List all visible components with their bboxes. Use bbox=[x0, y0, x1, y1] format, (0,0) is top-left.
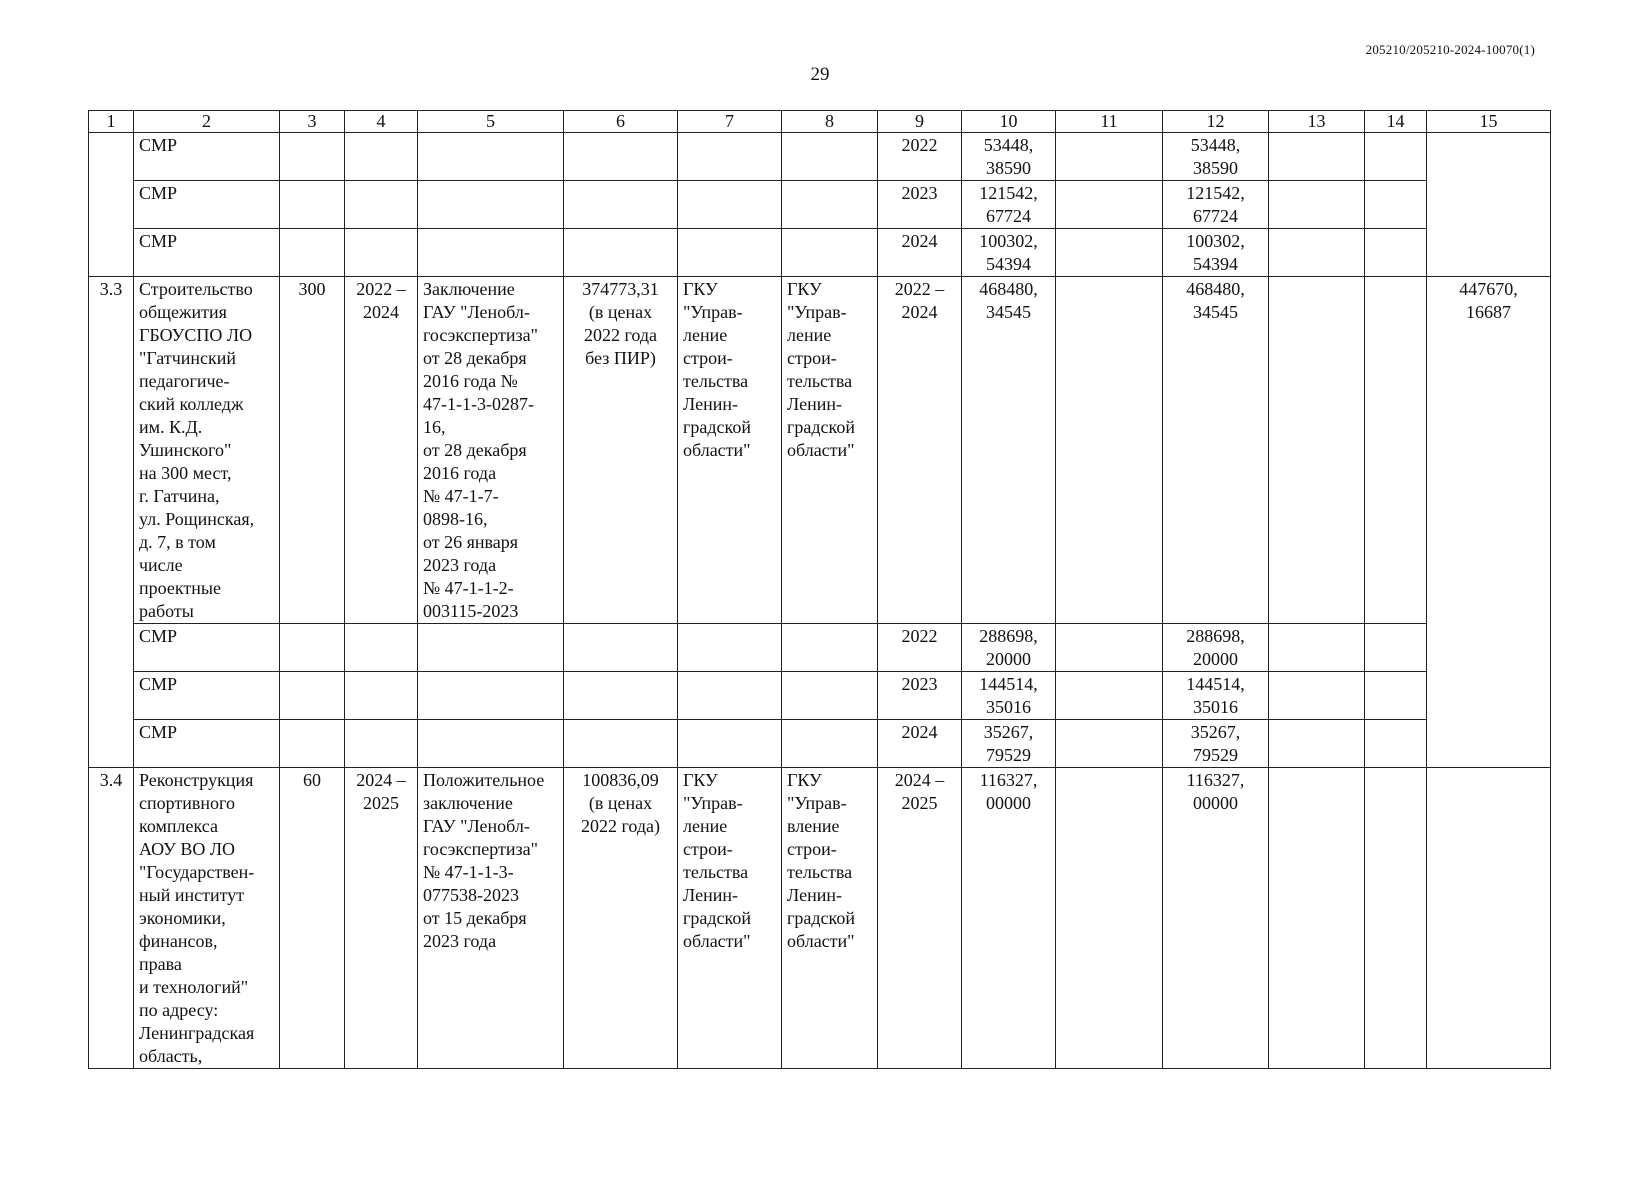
table-row bbox=[89, 624, 1551, 672]
year-cell: 2022 bbox=[878, 624, 962, 672]
amount-col10: 116327, 00000 bbox=[962, 768, 1056, 1069]
expertise-conclusion: Заключение ГАУ "Ленобл- госэкспертиза" от 28 декабря 2016 года № 47-1-1-3-0287- 16, от 28 декабря 2016 года № 47-1-7- 0898-16, от 26 января 2023 года № 47-1-1-2- 003115-2023 bbox=[418, 277, 564, 624]
item-number: 3.3 bbox=[89, 277, 134, 768]
column-header: 14 bbox=[1365, 111, 1427, 133]
amount-col12: 35267, 79529 bbox=[1163, 720, 1269, 768]
amount-col12: 100302, 54394 bbox=[1163, 229, 1269, 277]
table-row bbox=[89, 277, 1551, 624]
table-row bbox=[89, 672, 1551, 720]
document-id: 205210/205210-2024-10070(1) bbox=[1365, 42, 1535, 57]
column-header: 3 bbox=[280, 111, 345, 133]
object-name: Реконструкция спортивного комплекса АОУ ВО ЛО "Государствен- ный институт экономики, финансов, права и технологий" по адресу: Ленинградская область, bbox=[134, 768, 280, 1069]
amount-col12: 288698, 20000 bbox=[1163, 624, 1269, 672]
column-header: 1 bbox=[89, 111, 134, 133]
period: 2024 – 2025 bbox=[345, 768, 418, 1069]
year-cell: 2024 bbox=[878, 229, 962, 277]
period: 2022 – 2024 bbox=[345, 277, 418, 624]
column-header: 12 bbox=[1163, 111, 1269, 133]
smr-label: СМР bbox=[134, 720, 280, 768]
item-number: 3.4 bbox=[89, 768, 134, 1069]
estimated-cost: 374773,31 (в ценах 2022 года без ПИР) bbox=[564, 277, 678, 624]
column-header: 8 bbox=[782, 111, 878, 133]
item-number-cell bbox=[89, 133, 134, 277]
col15-cell bbox=[1427, 133, 1551, 277]
amount-col10: 121542, 67724 bbox=[962, 181, 1056, 229]
column-header: 7 bbox=[678, 111, 782, 133]
amount-col10: 468480, 34545 bbox=[962, 277, 1056, 624]
amount-col12: 144514, 35016 bbox=[1163, 672, 1269, 720]
table-row bbox=[89, 768, 1551, 1069]
amount-col10: 100302, 54394 bbox=[962, 229, 1056, 277]
year-cell: 2022 bbox=[878, 133, 962, 181]
amount-col10: 53448, 38590 bbox=[962, 133, 1056, 181]
capacity: 300 bbox=[280, 277, 345, 624]
customer: ГКУ "Управ- ление строи- тельства Ленин- градской области" bbox=[678, 277, 782, 624]
amount-col15: 447670, 16687 bbox=[1427, 277, 1551, 768]
column-header: 10 bbox=[962, 111, 1056, 133]
amount-col12: 468480, 34545 bbox=[1163, 277, 1269, 624]
smr-label: СМР bbox=[134, 181, 280, 229]
year-cell: 2024 bbox=[878, 720, 962, 768]
amount-col10: 144514, 35016 bbox=[962, 672, 1056, 720]
column-header: 4 bbox=[345, 111, 418, 133]
object-name: Строительство общежития ГБОУСПО ЛО "Гатчинский педагогиче- ский колледж им. К.Д. Ушинского" на 300 мест, г. Гатчина, ул. Рощинская, д. 7, в том числе проектные работы bbox=[134, 277, 280, 624]
developer: ГКУ "Управ- ление строи- тельства Ленин- градской области" bbox=[782, 277, 878, 624]
table-row bbox=[89, 133, 1551, 181]
amount-col12: 116327, 00000 bbox=[1163, 768, 1269, 1069]
table-row bbox=[89, 181, 1551, 229]
smr-label: СМР bbox=[134, 229, 280, 277]
column-header: 6 bbox=[564, 111, 678, 133]
capacity: 60 bbox=[280, 768, 345, 1069]
developer: ГКУ "Управ- вление строи- тельства Ленин- градской области" bbox=[782, 768, 878, 1069]
page-number: 29 bbox=[810, 64, 830, 85]
column-header: 2 bbox=[134, 111, 280, 133]
table-row bbox=[89, 229, 1551, 277]
column-number-row bbox=[89, 111, 1551, 133]
amount-col10: 288698, 20000 bbox=[962, 624, 1056, 672]
year-cell: 2023 bbox=[878, 672, 962, 720]
column-header: 11 bbox=[1056, 111, 1163, 133]
smr-label: СМР bbox=[134, 624, 280, 672]
smr-label: СМР bbox=[134, 133, 280, 181]
smr-label: СМР bbox=[134, 672, 280, 720]
investment-table bbox=[88, 110, 1551, 1069]
customer: ГКУ "Управ- ление строи- тельства Ленин- градской области" bbox=[678, 768, 782, 1069]
year-cell: 2023 bbox=[878, 181, 962, 229]
column-header: 5 bbox=[418, 111, 564, 133]
years-range: 2024 – 2025 bbox=[878, 768, 962, 1069]
column-header: 9 bbox=[878, 111, 962, 133]
column-header: 15 bbox=[1427, 111, 1551, 133]
years-range: 2022 – 2024 bbox=[878, 277, 962, 624]
estimated-cost: 100836,09 (в ценах 2022 года) bbox=[564, 768, 678, 1069]
amount-col12: 121542, 67724 bbox=[1163, 181, 1269, 229]
column-header: 13 bbox=[1269, 111, 1365, 133]
amount-col10: 35267, 79529 bbox=[962, 720, 1056, 768]
expertise-conclusion: Положительное заключение ГАУ "Ленобл- госэкспертиза" № 47-1-1-3- 077538-2023 от 15 декабря 2023 года bbox=[418, 768, 564, 1069]
table-row bbox=[89, 720, 1551, 768]
amount-col12: 53448, 38590 bbox=[1163, 133, 1269, 181]
